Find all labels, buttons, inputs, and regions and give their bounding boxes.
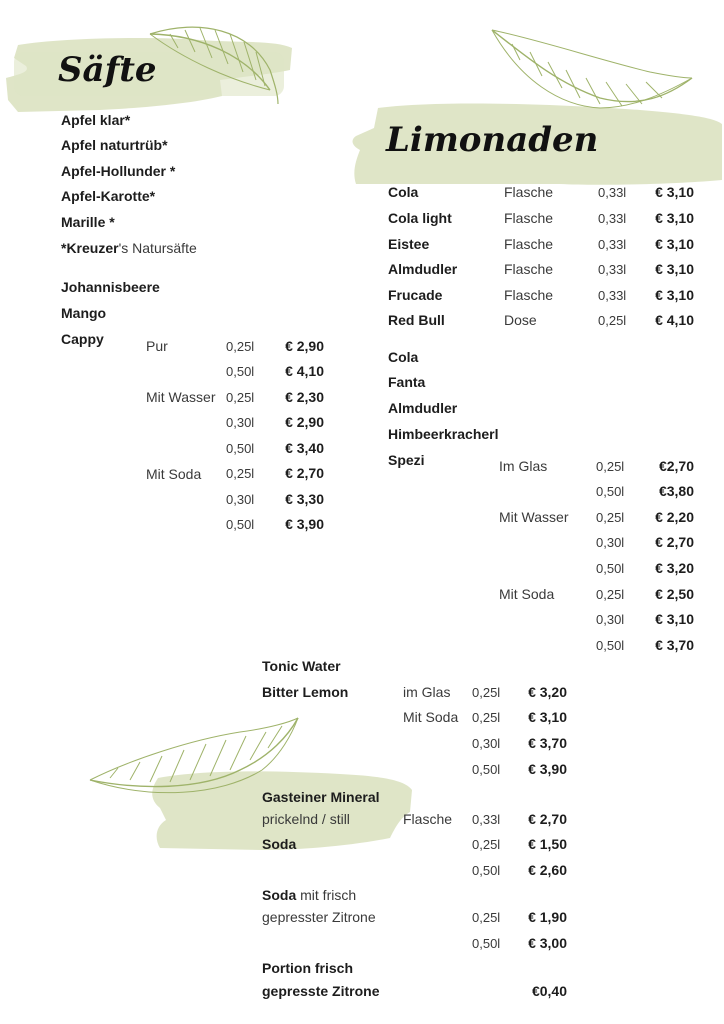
price-value: € 2,70 [528,811,567,827]
limonaden-item-name: Almdudler [388,261,458,277]
limonaden-item-name: Cola light [388,210,452,226]
saefte-item: Apfel naturtrüb* [61,137,168,153]
limonaden-item-container: Dose [504,312,537,328]
price-size: 0,50l [472,762,501,777]
price-value: € 2,70 [655,534,694,550]
saefte-note-text: 's Natursäfte [118,240,197,256]
saefte-item: Apfel-Karotte* [61,188,156,204]
limonaden-item-price: € 3,10 [655,261,694,277]
portion-line2: gepresste Zitrone [262,983,380,999]
price-value: € 4,10 [285,363,324,379]
limonaden-item-size: 0,33l [598,211,627,226]
price-variant: Im Glas [499,458,548,474]
price-size: 0,25l [472,837,501,852]
price-value: € 2,30 [285,389,324,405]
limonaden-item-container: Flasche [504,236,554,252]
price-value: €3,80 [658,483,694,499]
limonaden-item-price: € 3,10 [655,184,694,200]
limonaden-item-name: Cola [388,184,419,200]
price-size: 0,25l [226,466,255,481]
price-size: 0,25l [472,910,501,925]
price-size: 0,50l [596,484,625,499]
saefte-item: Mango [61,305,107,321]
mineral-sub: prickelnd / still [262,811,350,827]
soda-name: Soda [262,836,297,852]
price-size: 0,25l [472,685,501,700]
price-size: 0,30l [596,612,625,627]
limonaden-item-price: € 4,10 [655,312,694,328]
saefte-item: Cappy [61,331,104,347]
limonaden-item-container: Flasche [504,210,554,226]
limonaden-item-size: 0,25l [598,313,627,328]
limonaden-item: Almdudler [388,400,458,416]
price-size: 0,30l [226,415,255,430]
limonaden-item: Himbeerkracherl [388,426,499,442]
price-value: € 2,20 [655,509,694,525]
price-value: € 3,10 [528,709,567,725]
limonaden-item-size: 0,33l [598,288,627,303]
soda-zitrone-name [262,887,356,903]
price-value: € 3,20 [528,684,567,700]
price-value: €0,40 [531,983,567,999]
saefte-item: Marille * [61,214,115,230]
price-value: € 2,70 [285,465,324,481]
limonaden-item-size: 0,33l [598,237,627,252]
soda-zitrone-bold: Soda [262,887,297,903]
limonaden-item-name: Frucade [388,287,443,303]
limonaden-item-price: € 3,10 [655,210,694,226]
price-variant: Mit Soda [499,586,555,602]
price-size: 0,30l [472,736,501,751]
price-size: 0,25l [472,710,501,725]
limonaden-item-size: 0,33l [598,262,627,277]
price-variant: Pur [146,338,168,354]
leaf-top-right [492,30,692,108]
price-size: 0,50l [472,936,501,951]
tonic-item: Tonic Water [262,658,341,674]
limonaden-item-price: € 3,10 [655,236,694,252]
soda-zitrone-line2: gepresster Zitrone [262,909,376,925]
price-size: 0,50l [226,441,255,456]
price-size: 0,50l [596,638,625,653]
saefte-title: Säfte [58,50,157,90]
price-value: € 2,90 [285,338,324,354]
price-value: €2,70 [658,458,694,474]
price-variant: Mit Soda [146,466,202,482]
mineral-name: Gasteiner Mineral [262,789,380,805]
price-size: 0,50l [472,863,501,878]
price-value: € 3,70 [528,735,567,751]
saefte-item: Johannisbeere [61,279,160,295]
tonic-item: Bitter Lemon [262,684,349,700]
limonaden-item-size: 0,33l [598,185,627,200]
limonaden-item-container: Flasche [504,261,554,277]
price-value: € 3,70 [655,637,694,653]
price-size: 0,30l [226,492,255,507]
price-value: € 3,90 [528,761,567,777]
price-value: € 2,50 [655,586,694,602]
price-value: € 3,90 [285,516,324,532]
price-variant: Mit Soda [403,709,459,725]
price-value: € 3,40 [285,440,324,456]
price-variant: Mit Wasser [499,509,569,525]
limonaden-item: Cola [388,349,419,365]
price-value: € 3,10 [655,611,694,627]
price-size: 0,50l [226,364,255,379]
limonaden-item-price: € 3,10 [655,287,694,303]
saefte-note-brand: *Kreuzer [61,240,119,256]
limonaden-item: Fanta [388,374,426,390]
price-value: € 1,90 [528,909,567,925]
price-size: 0,25l [596,587,625,602]
limonaden-item: Spezi [388,452,425,468]
saefte-item: Apfel-Hollunder * [61,163,176,179]
saefte-item: Apfel klar* [61,112,131,128]
portion-line1: Portion frisch [262,960,354,976]
saefte-note [61,240,197,256]
limonaden-item-container: Flasche [504,287,554,303]
limonaden-title: Limonaden [386,120,599,160]
price-size: 0,33l [472,812,501,827]
price-value: € 1,50 [528,836,567,852]
price-variant: Mit Wasser [146,389,216,405]
limonaden-item-name: Red Bull [388,312,445,328]
price-size: 0,25l [596,459,625,474]
price-size: 0,50l [596,561,625,576]
mineral-container: Flasche [403,811,453,827]
soda-zitrone-rest: mit frisch [296,887,357,903]
price-value: € 3,30 [285,491,324,507]
price-size: 0,30l [596,535,625,550]
limonaden-item-name: Eistee [388,236,430,252]
price-size: 0,25l [596,510,625,525]
price-value: € 3,00 [528,935,567,951]
price-size: 0,25l [226,339,255,354]
limonaden-item-container: Flasche [504,184,554,200]
price-size: 0,25l [226,390,255,405]
price-variant: im Glas [403,684,451,700]
price-value: € 2,60 [528,862,567,878]
price-value: € 3,20 [655,560,694,576]
price-size: 0,50l [226,517,255,532]
price-value: € 2,90 [285,414,324,430]
